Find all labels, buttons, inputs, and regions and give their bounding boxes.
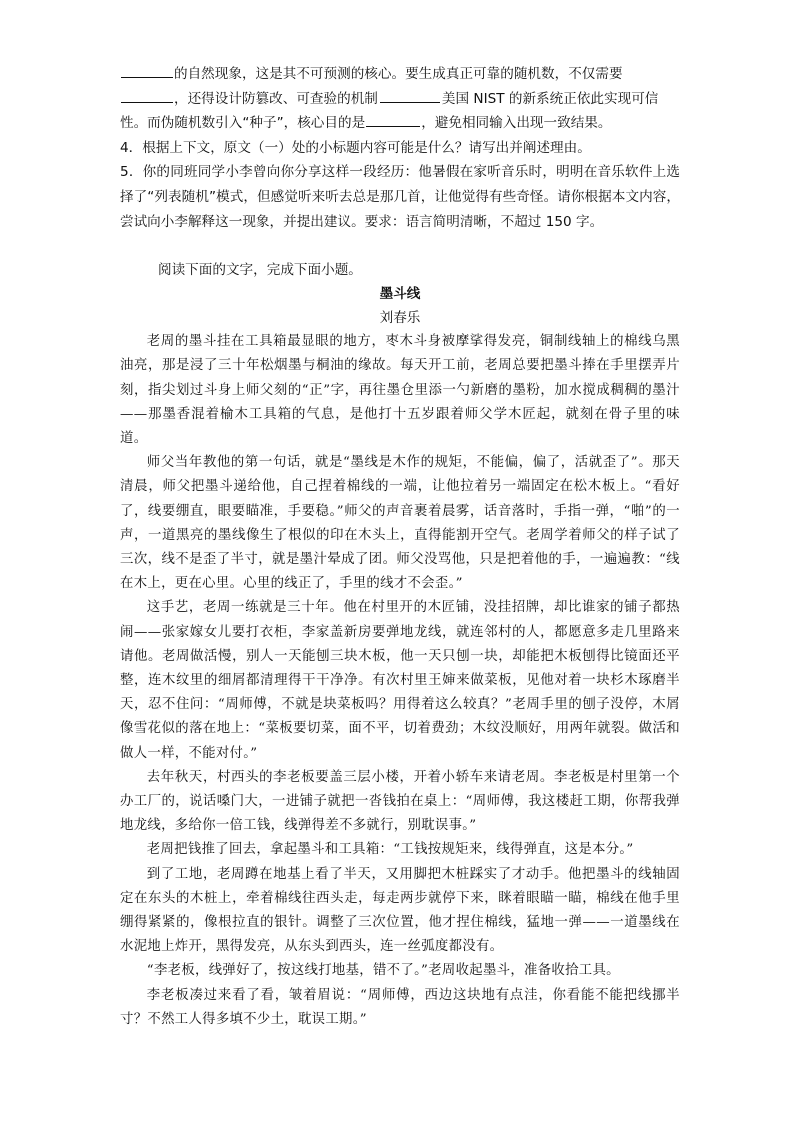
story-paragraph: 师父当年教他的第一句话，就是“墨线是木作的规矩，不能偏，偏了，活就歪了”。那天清晨，师父把墨斗递给他，自己捏着棉线的一端，让他拉着另一端固定在松木板上。“看好了，线要绷直，眼要瞄准，手要稳。”师父的声音裹着晨雾，话音落时，手指一弹，“啪”的一声，一道黑亮的墨线像生了根似的印在木头上，直得能割开空气。老周学着师父的样子试了三次，线不是歪了半寸，就是墨汁晕成了团。师父没骂他，只是把着他的手，一遍遍教：“线在木上，更在心里。心里的线正了，手里的线才不会歪。” (120, 455, 680, 592)
q3-text-5: ，避免相同输入出现一致结果。 (421, 115, 612, 132)
q3-text-4: 性。而伪随机数引入“种子”，核心目的是 (120, 115, 366, 132)
dash-separator (380, 93, 440, 103)
story-paragraph: 老周把钱推了回去，拿起墨斗和工具箱：“工钱按规矩来，线得弹直，这是本分。” (146, 842, 634, 858)
story-paragraph: 到了工地，老周蹲在地基上看了半天，又用脚把木桩踩实了才动手。他把墨斗的线轴固定在东头的木桩上，牵着棉线往西头走，每走两步就停下来，眯着眼瞄一瞄，棉线在他手里绷得紧紧的，像根拉直的银针。调整了三次位置，他才捏住棉线，猛地一弹——一道墨线在水泥地上炸开，黑得发亮，从东头到西头，连一丝弧度都没有。 (120, 866, 680, 955)
q3-text-3: 美国 NIST 的新系统正依此实现可信 (441, 90, 659, 107)
story-author: 刘春乐 (379, 310, 421, 327)
answer-blank[interactable] (121, 88, 173, 103)
q3-text-1: 的自然现象，这是其不可预测的核心。要生成真正可靠的随机数，不仅需要 (174, 66, 623, 82)
page-content (120, 62, 680, 1032)
story-paragraph: 去年秋天，村西头的李老板要盖三层小楼，开着小轿车来请老周。李老板是村里第一个办工厂的，说话嗓门大，一进铺子就把一沓钱拍在桌上：“周师傅，我这楼赶工期，你帮我弹地龙线，多给你一倍工钱，线弹得差不多就行，别耽误事。” (120, 769, 680, 834)
story-paragraph: 李老板凑过来看了看，皱着眉说：“周师傅，西边这块地有点洼，你看能不能把线挪半寸？不然工人得多填不少土，耽误工期。” (120, 987, 680, 1027)
answer-blank[interactable] (366, 112, 420, 127)
answer-blank[interactable] (121, 63, 173, 78)
story-paragraph: 老周的墨斗挂在工具箱最显眼的地方，枣木斗身被摩挲得发亮，铜制线轴上的棉线乌黑油亮，那是浸了三十年松烟墨与桐油的缘故。每天开工前，老周总要把墨斗捧在手里摆弄片刻，指尖划过斗身上师父刻的“正”字，再往墨仓里添一勺新磨的墨粉，加水搅成稠稠的墨汁——那墨香混着榆木工具箱的气息，是他打十五岁跟着师父学木匠起，就刻在骨子里的味道。 (120, 334, 680, 446)
story-paragraph: 这手艺，老周一练就是三十年。他在村里开的木匠铺，没挂招牌，却比谁家的铺子都热闹——张家嫁女儿要打衣柜，李家盖新房要弹地龙线，就连邻村的人，都愿意多走几里路来请他。老周做活慢，别人一天能刨三块木板，他一天只刨一块，却能把木板刨得比镜面还平整，连木纹里的细屑都清理得干干净净。有次村里王婶来做菜板，见他对着一块杉木琢磨半天，忍不住问：“周师傅，不就是块菜板吗？用得着这么较真？”老周手里的刨子没停，木屑像雪花似的落在地上：“菜板要切菜，面不平，切着费劲；木纹没顺好，用两年就裂。做活和做人一样，不能对付。” (120, 600, 680, 761)
question-4: 4．根据上下文，原文（一）处的小标题内容可能是什么？请写出并阐述理由。 (120, 139, 591, 156)
question-3-continuation (120, 62, 680, 136)
question-5: 5．你的同班同学小李曾向你分享这样一段经历：他暑假在家听音乐时，明明在音乐软件上选择了“列表随机”模式，但感觉听来听去总是那几首，让他觉得有些奇怪。请你根据本文内容，尝试向小李解释这一现象，并提出建议。要求：语言简明清晰，不超过 150 字。 (120, 164, 680, 230)
story-paragraph: “李老板，线弹好了，按这线打地基，错不了。”老周收起墨斗，准备收拾工具。 (146, 963, 620, 979)
q3-text-2: ，还得设计防篡改、可查验的机制 (174, 90, 378, 107)
story-title: 墨斗线 (379, 286, 421, 303)
reading-instruction: 阅读下面的文字，完成下面小题。 (158, 262, 362, 279)
